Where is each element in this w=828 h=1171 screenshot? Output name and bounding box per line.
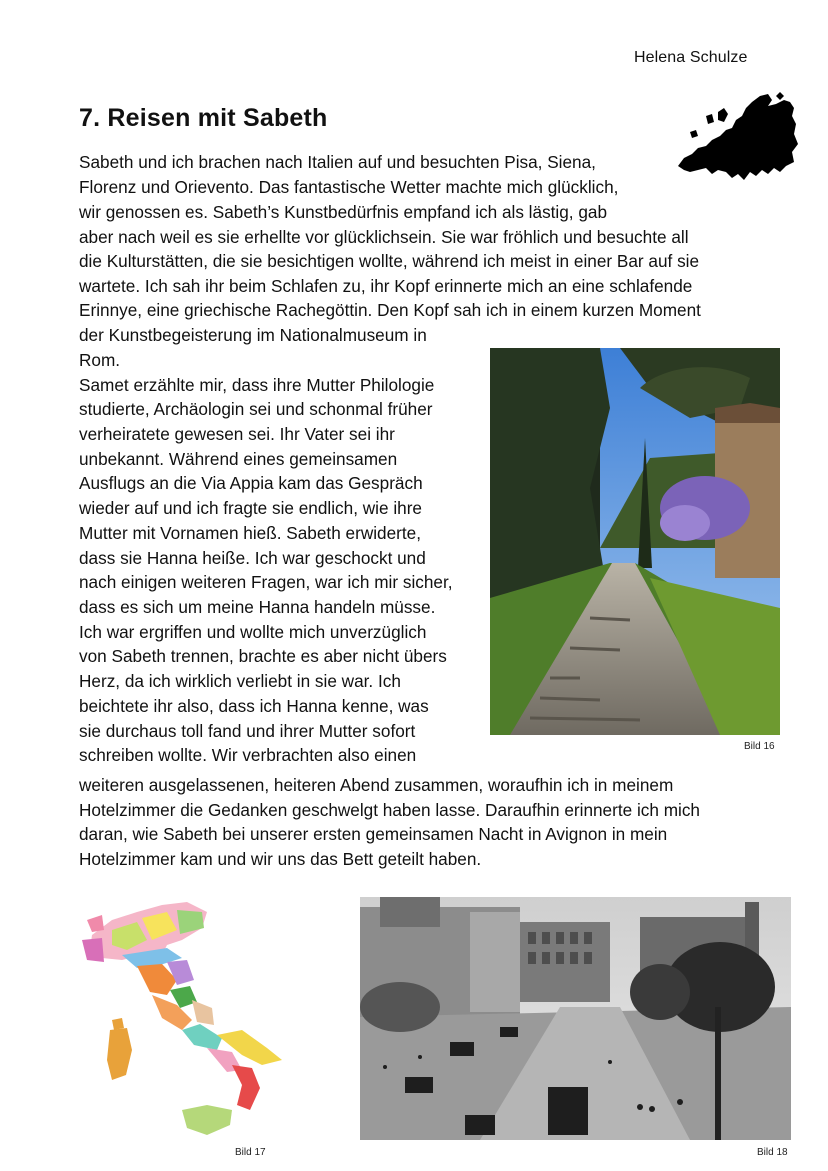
body-line: unbekannt. Während eines gemeinsamen: [79, 449, 398, 469]
rome-street-photo: [360, 897, 791, 1140]
figure-caption: Bild 18: [757, 1147, 788, 1158]
body-line: dass sie Hanna heiße. Ich war geschockt und: [79, 548, 426, 568]
body-line: studierte, Archäologin sei und schonmal früher: [79, 399, 433, 419]
via-appia-photo: [490, 348, 780, 735]
body-line: wieder auf und ich fragte sie endlich, wie ihre: [79, 498, 422, 518]
page-title: 7. Reisen mit Sabeth: [79, 104, 328, 132]
italy-regions-map: [82, 900, 287, 1140]
body-line: Erinnye, eine griechische Rachegöttin. Den Kopf sah ich in einem kurzen Moment: [79, 300, 701, 320]
body-line: Samet erzählte mir, dass ihre Mutter Philologie: [79, 375, 435, 395]
body-line: Hotelzimmer die Gedanken geschwelgt haben lasse. Daraufhin erinnerte ich mich: [79, 800, 700, 820]
body-line: Herz, da ich wirklich verliebt in sie war. Ich: [79, 671, 401, 691]
body-line: Mutter mit Vornamen hieß. Sabeth erwiderte,: [79, 523, 421, 543]
body-line: der Kunstbegeisterung im Nationalmuseum in: [79, 325, 427, 345]
europe-map-icon: [676, 92, 800, 184]
body-line: Sabeth und ich brachen nach Italien auf und besuchten Pisa, Siena,: [79, 152, 596, 172]
body-line: beichtete ihr also, dass ich Hanna kenne, was: [79, 696, 429, 716]
body-line: daran, wie Sabeth bei unserer ersten gemeinsamen Nacht in Avignon in mein: [79, 824, 668, 844]
figure-caption: Bild 17: [235, 1147, 266, 1158]
body-line: dass es sich um meine Hanna handeln müsse.: [79, 597, 436, 617]
body-line: Hotelzimmer kam und wir uns das Bett geteilt haben.: [79, 849, 482, 869]
body-line: aber nach weil es sie erhellte vor glücklichsein. Sie war fröhlich und besuchte all: [79, 227, 689, 247]
body-line: Florenz und Orievento. Das fantastische Wetter machte mich glücklich,: [79, 177, 619, 197]
body-line: Ausflugs an die Via Appia kam das Gespräch: [79, 473, 423, 493]
body-line: wartete. Ich sah ihr beim Schlafen zu, ihr Kopf erinnerte mich an eine schlafende: [79, 276, 693, 296]
figure-caption: Bild 16: [744, 741, 775, 752]
body-line: weiteren ausgelassenen, heiteren Abend zusammen, woraufhin ich in meinem: [79, 775, 674, 795]
body-line: sie durchaus toll fand und ihrer Mutter sofort: [79, 721, 416, 741]
body-line: von Sabeth trennen, brachte es aber nicht übers: [79, 646, 447, 666]
body-line: Ich war ergriffen und wollte mich unverzüglich: [79, 622, 427, 642]
body-line: verheiratete gewesen sei. Ihr Vater sei ihr: [79, 424, 395, 444]
body-line: die Kulturstätten, die sie besichtigen wollte, während ich meist in einer Bar auf sie: [79, 251, 700, 271]
author-name: Helena Schulze: [634, 49, 748, 66]
body-line: schreiben wollte. Wir verbrachten also einen: [79, 745, 417, 765]
body-line: Rom.: [79, 350, 121, 370]
body-line: wir genossen es. Sabeth’s Kunstbedürfnis empfand ich als lästig, gab: [79, 202, 608, 222]
body-line: nach einigen weiteren Fragen, war ich mir sicher,: [79, 572, 453, 592]
